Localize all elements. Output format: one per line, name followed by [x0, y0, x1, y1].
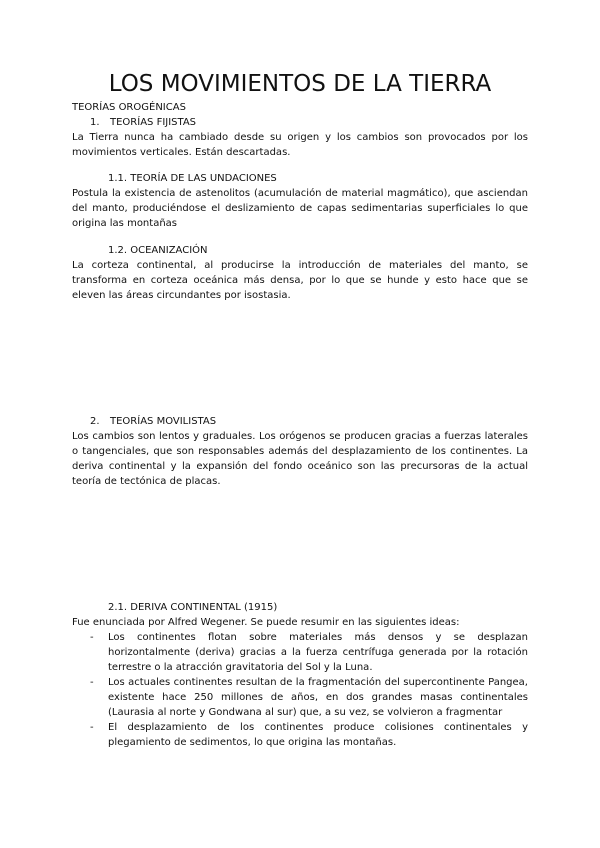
heading-deriva: 2.1. DERIVA CONTINENTAL (1915)	[108, 602, 278, 613]
list-item-text: Los actuales continentes resultan de la fragmentación del supercontinente Pangea, existente hace 250 millones de años, en dos grandes masas continentales (Laurasia al norte y Gondwana al sur) que, a su vez, se volvieron a fragmentar	[108, 677, 528, 718]
section-heading: TEORÍAS OROGÉNICAS	[72, 102, 186, 113]
bullet-mark: -	[90, 632, 94, 643]
heading-undaciones: 1.1. TEORÍA DE LAS UNDACIONES	[108, 173, 277, 184]
list-item-text: Los continentes flotan sobre materiales más densos y se desplazan horizontalmente (deriva) gracias a la fuerza centrífuga generada por la rotación terrestre o la atracción gravitatoria del Sol y la Luna.	[108, 632, 528, 673]
deriva-intro: Fue enunciada por Alfred Wegener. Se puede resumir en las siguientes ideas:	[72, 617, 460, 628]
heading-movilistas-label: TEORÍAS MOVILISTAS	[110, 416, 217, 427]
document-title: LOS MOVIMIENTOS DE LA TIERRA	[108, 71, 492, 97]
bullet-mark: -	[90, 677, 94, 688]
heading-fijistas	[90, 115, 196, 130]
heading-fijistas-number: 1.	[90, 117, 100, 128]
list-item	[90, 675, 528, 720]
oceanizacion-text: La corteza continental, al producirse la introducción de materiales del manto, se transforma en corteza oceánica más densa, por lo que se hunde y esto hace que se eleven las áreas circundantes por isostasia.	[72, 260, 528, 301]
heading-movilistas	[90, 414, 216, 429]
deriva-list	[90, 630, 528, 750]
bullet-mark: -	[90, 722, 94, 733]
list-item	[90, 720, 528, 750]
list-item	[90, 630, 528, 675]
undaciones-text: Postula la existencia de astenolitos (acumulación de material magmático), que asciendan del manto, produciéndose el deslizamiento de capas sedimentarias superficiales lo que origina las montañas	[72, 188, 528, 229]
movilistas-text: Los cambios son lentos y graduales. Los orógenos se producen gracias a fuerzas laterales o tangenciales, que son responsables además del desplazamiento de los continentes. La deriva continental y la expansión del fondo oceánico son las precursoras de la actual teoría de tectónica de placas.	[72, 431, 528, 487]
heading-oceanizacion: 1.2. OCEANIZACIÓN	[108, 245, 208, 256]
fijistas-text: La Tierra nunca ha cambiado desde su origen y los cambios son provocados por los movimientos verticales. Están descartadas.	[72, 132, 528, 158]
heading-movilistas-number: 2.	[90, 416, 100, 427]
list-item-text: El desplazamiento de los continentes produce colisiones continentales y plegamiento de sedimentos, lo que origina las montañas.	[108, 722, 528, 748]
heading-fijistas-label: TEORÍAS FIJISTAS	[110, 117, 197, 128]
